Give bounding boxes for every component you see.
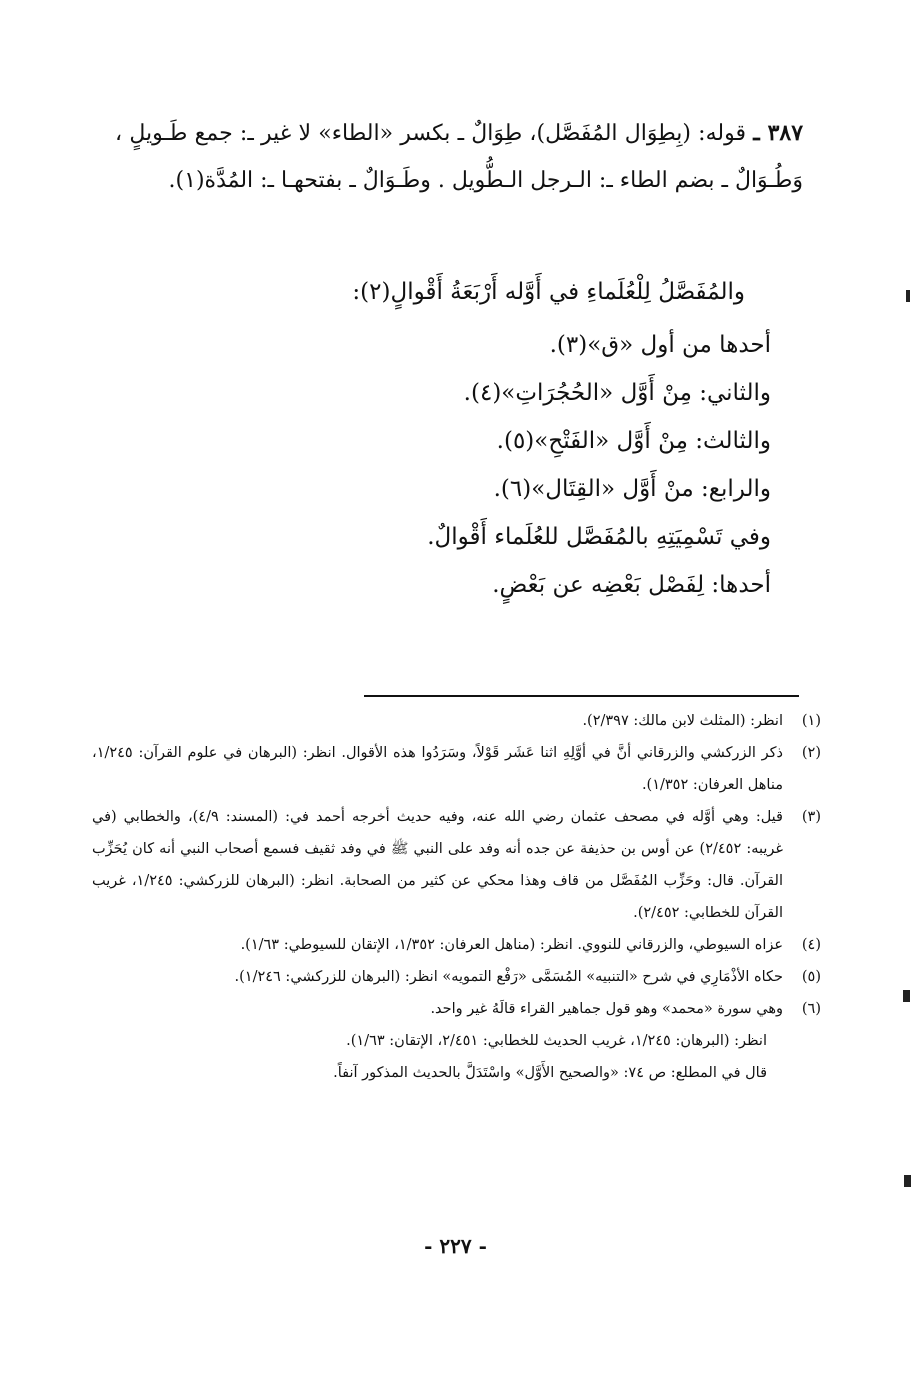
footnote-text: ذكر الزركشي والزرقاني أنَّ في أوَّلِهِ اثنا عَشَر قَوْلاً، وسَرَدُوا هذه الأقوال. انظر: (البرهان في علوم القرآن: ١/٢٤٥، مناهل العرفان: ١/٣٥٢). [92, 745, 783, 793]
verse-line: والثالث: مِنْ أَوَّل «الفَتْحِ»(٥). [496, 428, 771, 454]
verse-line: والمُفَصَّلُ لِلْعُلَماءِ في أَوَّله أَرْبَعَةُ أَقْوالٍ(٢): [352, 279, 745, 305]
footnote-text: حكاه الأذْمَارِي في شرح «التنبيه» المُسَمَّى «رَفْع التمويه» انظر: (البرهان للزركشي: ١/٢٤٦). [234, 969, 783, 985]
footnote-text: انظر: (المثلث لابن مالك: ٢/٣٩٧). [582, 713, 783, 729]
verse-line: أحدها من أول «ق»(٣). [549, 332, 771, 358]
footnote [92, 993, 821, 1089]
footnote-text: قيل: وهي أوَّله في مصحف عثمان رضي الله عنه، وفيه حديث أخرجه أحمد في: (المسند: ٤/٩)، والخطابي (في غريبه: ٢/٤٥٢) عن أوس بن حذيفة عن جده أنه وفد على النبي ﷺ في وفد ثقيف فسمع أصحاب النبي أنه كان يُحَزِّب القرآن. قال: وحَزِّب المُفَصَّل من قاف وهذا محكي عن كثير من الصحابة. انظر: (البرهان للزركشي: ١/٢٤٥، غريب القرآن للخطابي: ٢/٤٥٢). [92, 809, 783, 921]
scan-edge-mark [906, 290, 910, 302]
footnote-number: (٦) [801, 1001, 821, 1017]
verse-line: أحدها: لِفَصْل بَعْضِه عن بَعْضٍ. [492, 572, 771, 598]
footnote-number: (٢) [801, 745, 821, 761]
footnote-text: عزاه السيوطي، والزرقاني للنووي. انظر: (مناهل العرفان: ١/٣٥٢، الإتقان للسيوطي: ١/٦٣). [240, 937, 783, 953]
verse-line: والرابع: منْ أَوَّل «القِتَال»(٦). [493, 476, 771, 502]
verse-line: والثاني: مِنْ أَوَّل «الحُجُرَاتِ»(٤). [463, 380, 771, 406]
footnote [92, 705, 821, 737]
footnote-number: (٤) [801, 937, 821, 953]
footnote [92, 929, 821, 961]
footnotes [92, 705, 821, 1089]
page-number: - ٢٢٧ - [424, 1234, 487, 1258]
footnote-continuation: انظر: (البرهان: ١/٢٤٥، غريب الحديث للخطابي: ٢/٤٥١، الإتقان: ١/٦٣). [346, 1033, 767, 1049]
scan-edge-mark [904, 1175, 911, 1187]
footnote-number: (٥) [801, 969, 821, 985]
verse-block [352, 268, 771, 609]
footnote [92, 801, 821, 929]
footnote-continuation: قال في المطلع: ص ٧٤: «والصحيح الأَوَّل» واسْتَدَلَّ بالحديث المذكور آنفاً. [333, 1065, 767, 1081]
footnote [92, 961, 821, 993]
scan-edge-mark [903, 990, 910, 1002]
footnote [92, 737, 821, 801]
verse-line: وفي تَسْمِيَتِهِ بالمُفَصَّل للعُلَماء أَقْوالٌ. [427, 524, 771, 550]
footnote-separator [364, 695, 799, 697]
footnote-text: وهي سورة «محمد» وهو قول جماهير القراء قالَهُ غير واحد. [430, 1001, 783, 1017]
footnote-number: (١) [801, 713, 821, 729]
entry-text: قوله: (بِطِوَال المُفَصَّل)، طِوَالٌ ـ بكسر «الطاء» لا غير ـ: جمع طَـويلٍ ، وَطُـوَالٌ ـ بضم الطاء ـ: الـرجل الـطُّويل . وطَـوَالٌ ـ بفتحهـا ـ: المُدَّة(١). [115, 121, 803, 193]
entry-number: ٣٨٧ ـ [753, 120, 804, 146]
entry-paragraph [115, 110, 803, 204]
footnote-number: (٣) [801, 809, 821, 825]
